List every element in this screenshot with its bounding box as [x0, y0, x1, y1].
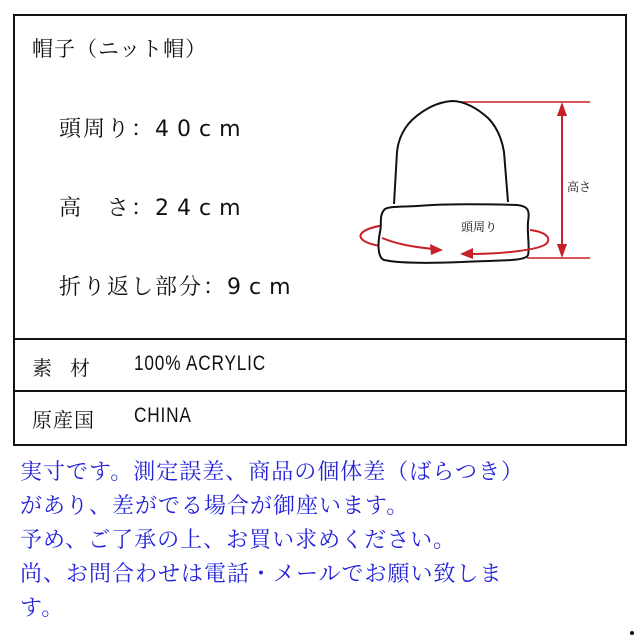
measure-value: 9cm [227, 275, 299, 300]
origin-label: 原産国 [32, 408, 95, 432]
material-label: 素材 [32, 356, 108, 380]
measure-height [59, 191, 249, 222]
origin-value: CHINA [134, 404, 192, 427]
note-line: があり、差がでる場合が御座います。 [20, 494, 410, 519]
spec-table [13, 14, 627, 446]
origin-row [15, 392, 625, 444]
measure-value: 24cm [155, 196, 249, 221]
height-label: 高さ [567, 180, 592, 194]
disclaimer-note [20, 456, 630, 626]
product-title: 帽子（ニット帽） [32, 37, 208, 61]
measure-fold [59, 270, 299, 301]
note-line: す。 [20, 596, 65, 621]
measure-label: 高 さ： [59, 196, 156, 221]
measure-label: 折り返し部分： [59, 275, 228, 300]
size-section [15, 16, 625, 340]
knit-hat-diagram [342, 92, 612, 282]
measure-value: 40cm [155, 117, 249, 142]
corner-dot [630, 631, 634, 635]
measure-label: 頭周り： [59, 117, 156, 142]
note-line: 予め、ご了承の上、お買い求めください。 [20, 528, 457, 553]
measure-head-circumference [59, 112, 249, 143]
note-line: 実寸です。測定誤差、商品の個体差（ばらつき） [20, 460, 525, 485]
note-line: 尚、お問合わせは電話・メールでお願い致しま [20, 562, 503, 587]
head-circumference-label: 頭周り [461, 220, 498, 234]
material-value: 100% ACRYLIC [134, 352, 267, 375]
material-row [15, 340, 625, 392]
